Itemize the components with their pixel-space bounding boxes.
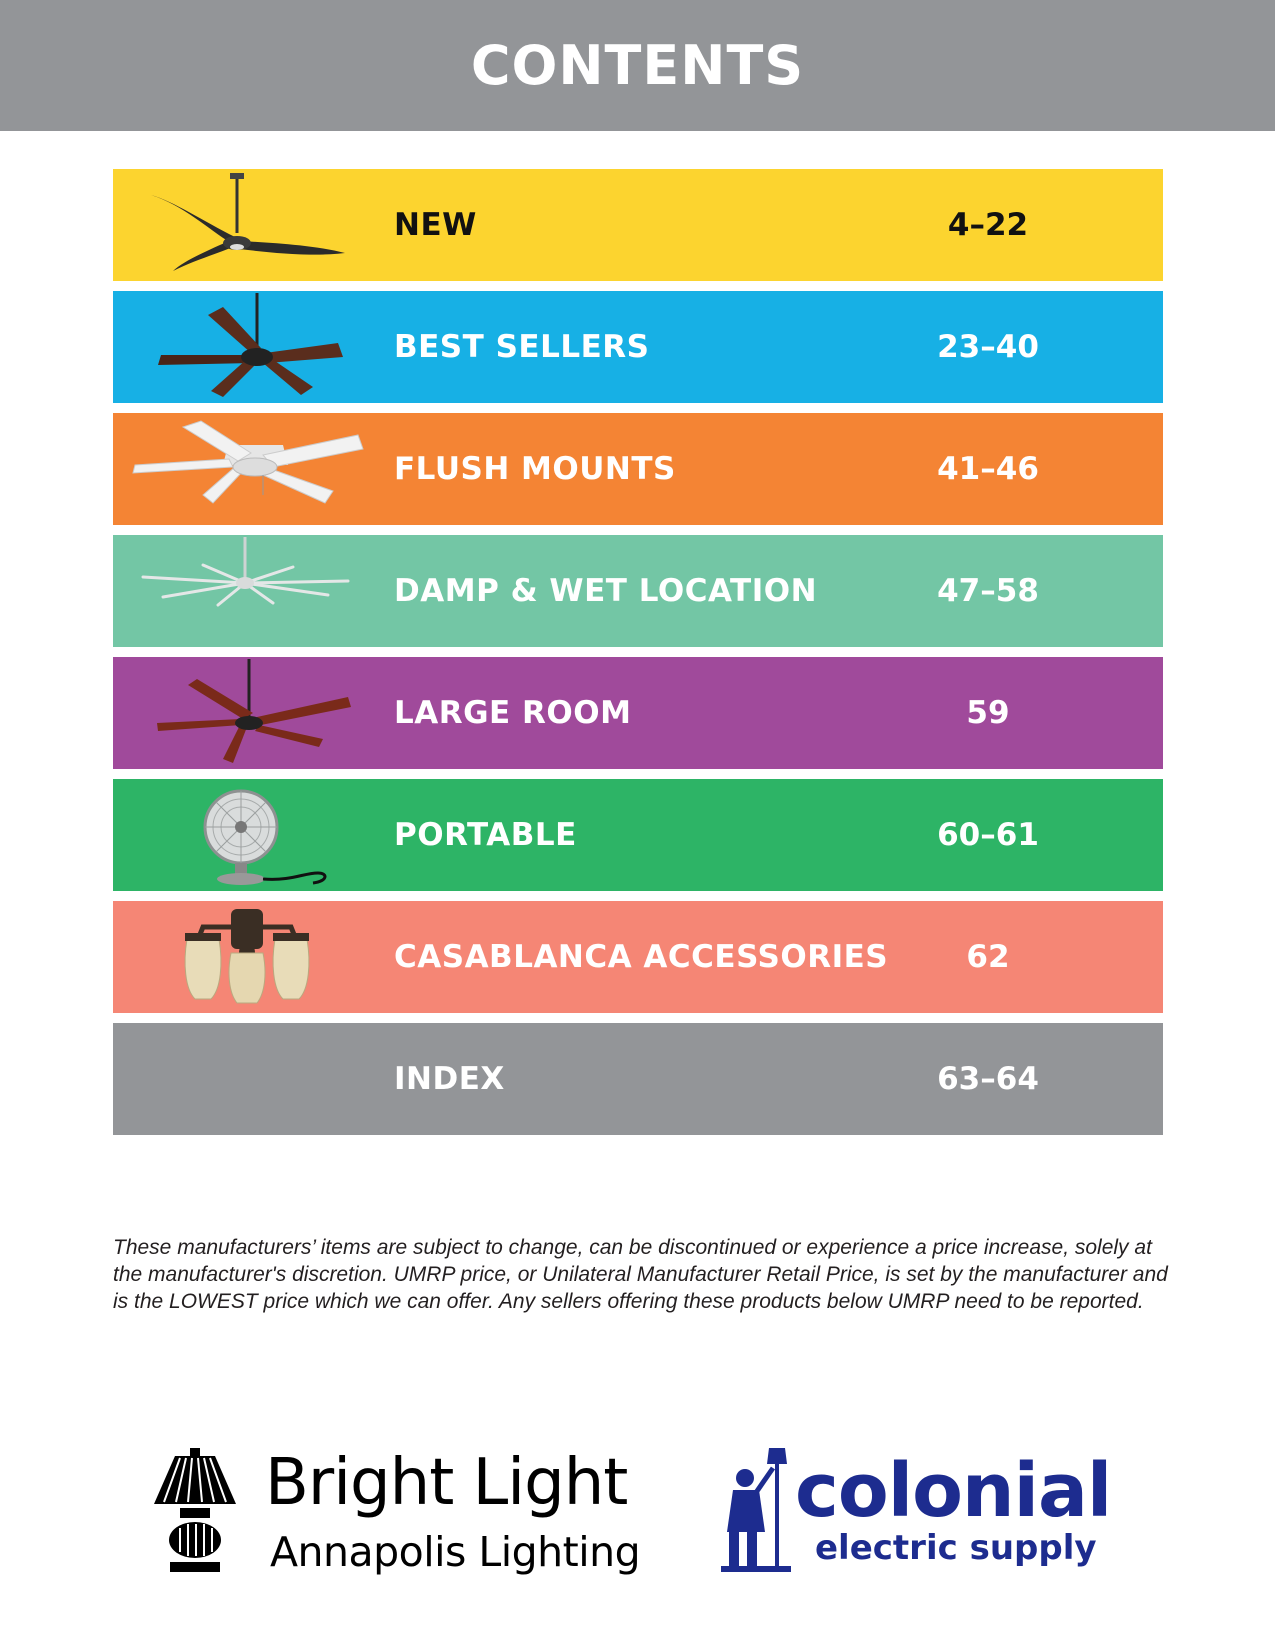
toc-label-casablanca: CASABLANCA ACCESSORIES (394, 939, 889, 975)
bright-light-logo-sub: Annapolis Lighting (270, 1528, 641, 1576)
white-flush-mount-fan-icon (123, 415, 368, 523)
modern-three-blade-fan-icon (123, 171, 368, 279)
toc-pages-casablanca: 62 (966, 939, 1010, 975)
footer-logos (140, 1440, 1140, 1580)
toc-row-best-sellers[interactable] (113, 291, 1163, 403)
toc-label-large-room: LARGE ROOM (394, 695, 632, 731)
page-title: CONTENTS (470, 34, 805, 97)
toc-label-damp-wet: DAMP & WET LOCATION (394, 573, 818, 609)
toc-pages-damp-wet: 47–58 (937, 573, 1039, 609)
colonial-logo-name: colonial (795, 1448, 1112, 1534)
toc-pages-large-room: 59 (966, 695, 1010, 731)
silver-eight-blade-fan-icon (123, 537, 368, 645)
disclaimer-text: These manufacturers’ items are subject to change, can be discontinued or experience a price increase, solely at the manufacturer's discretion. UMRP price, or Unilateral Manufacturer Retail Price, is set by the manufacturer and is the LOWEST price which we can offer. Any sellers offering these products below UMRP need to be reported. (113, 1236, 1168, 1313)
toc-label-portable: PORTABLE (394, 817, 577, 853)
bright-light-logo-name: Bright Light (265, 1446, 628, 1520)
toc-row-index[interactable] (113, 1023, 1163, 1135)
toc-row-flush-mounts[interactable] (113, 413, 1163, 525)
bright-light-lamp-logo-icon (150, 1448, 240, 1578)
toc-label-best-sellers: BEST SELLERS (394, 329, 650, 365)
portable-desk-fan-icon (123, 781, 368, 889)
toc-row-portable[interactable] (113, 779, 1163, 891)
colonial-logo-sub: electric supply (815, 1528, 1097, 1568)
toc-pages-portable: 60–61 (937, 817, 1039, 853)
toc-row-new[interactable] (113, 169, 1163, 281)
large-wood-blade-fan-icon (123, 659, 368, 767)
table-of-contents (113, 169, 1163, 1145)
toc-row-large-room[interactable] (113, 657, 1163, 769)
toc-label-index: INDEX (394, 1061, 505, 1097)
toc-label-new: NEW (394, 207, 477, 243)
toc-pages-new: 4–22 (947, 207, 1029, 243)
toc-pages-best-sellers: 23–40 (937, 329, 1039, 365)
toc-row-damp-wet[interactable] (113, 535, 1163, 647)
toc-pages-index: 63–64 (937, 1061, 1039, 1097)
toc-row-casablanca[interactable] (113, 901, 1163, 1013)
toc-label-flush-mounts: FLUSH MOUNTS (394, 451, 676, 487)
dark-wood-five-blade-fan-icon (123, 293, 368, 401)
page-header (0, 0, 1275, 131)
toc-pages-flush-mounts: 41–46 (937, 451, 1039, 487)
light-kit-icon (123, 903, 368, 1011)
colonial-lamplighter-logo-icon (715, 1440, 795, 1580)
